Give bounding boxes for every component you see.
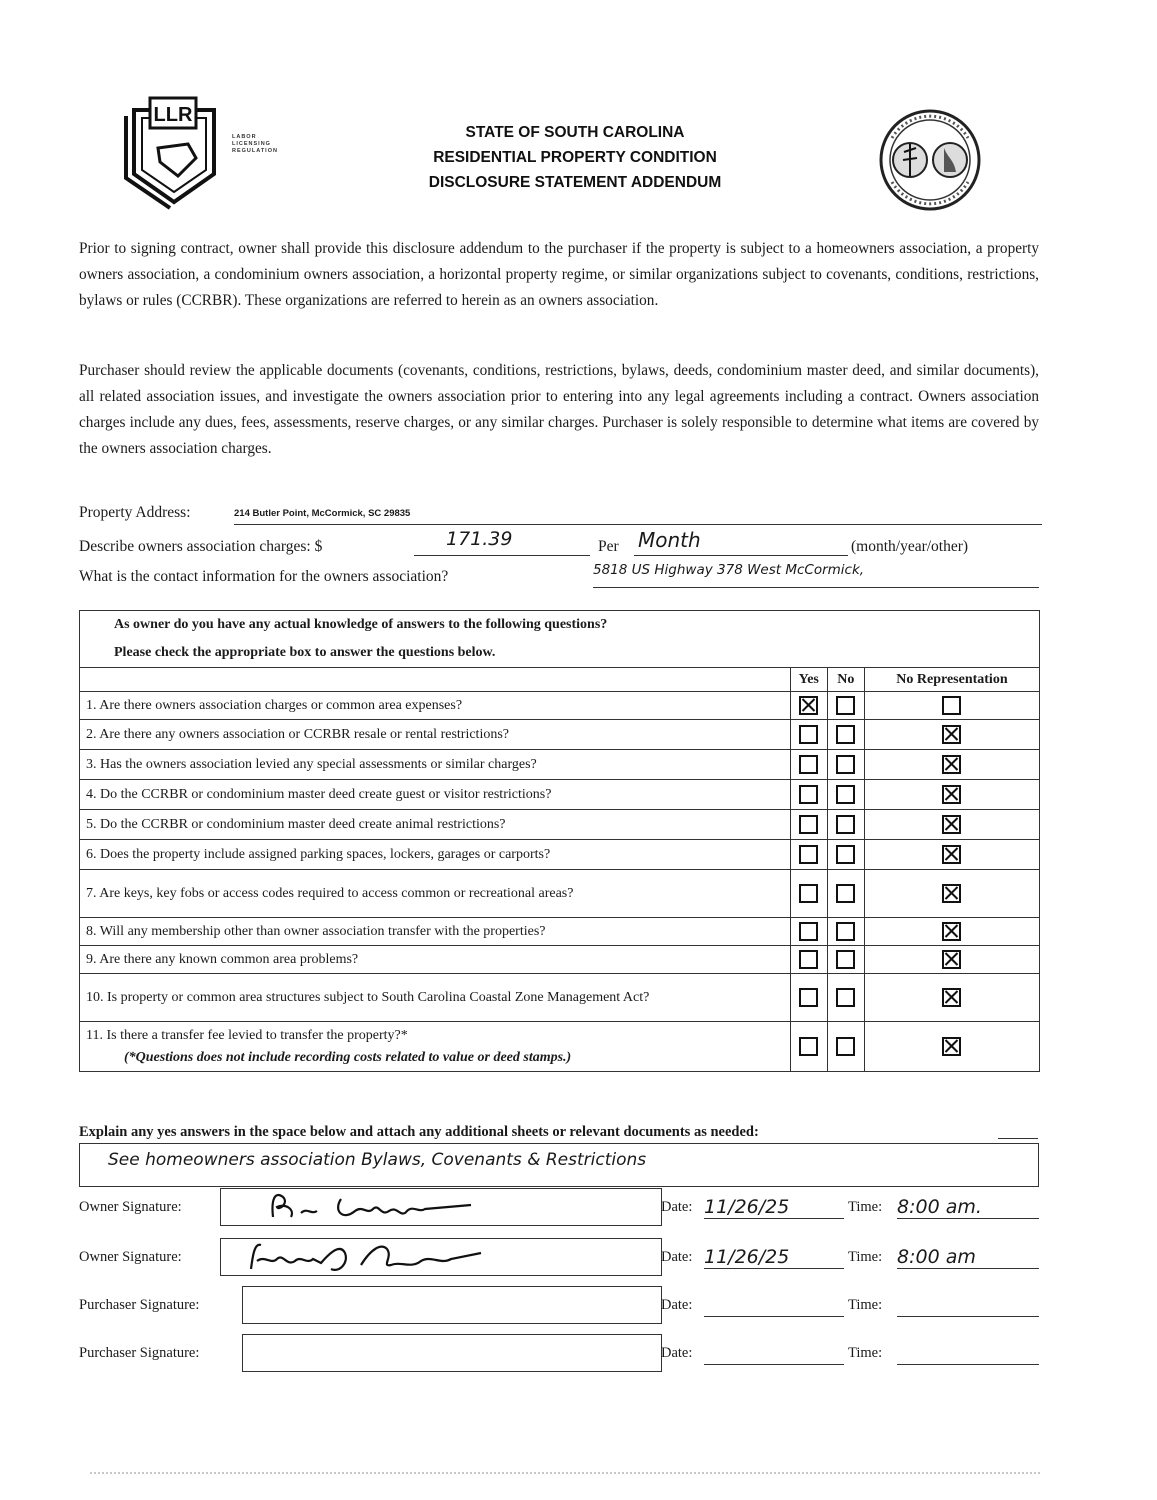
question-row <box>80 692 1040 720</box>
answer-cell-norep <box>864 692 1039 720</box>
owner-signature-label-1: Owner Signature: <box>79 1199 182 1215</box>
answer-cell-no <box>827 780 864 810</box>
answer-cell-no <box>827 840 864 870</box>
contact-field[interactable]: 5818 US Highway 378 West McCormick, <box>593 562 1039 588</box>
explain-label-line <box>998 1138 1038 1139</box>
charges-label: Describe owners association charges: $ <box>79 538 323 555</box>
checkbox-norep[interactable] <box>942 785 961 804</box>
checkbox-norep[interactable] <box>942 1037 961 1056</box>
question-row <box>80 1022 1040 1072</box>
purchaser-signature-label-2: Purchaser Signature: <box>79 1345 200 1361</box>
answer-cell-yes <box>790 870 827 918</box>
question-text: 3. Has the owners association levied any special assessments or similar charges? <box>86 756 537 772</box>
question-row <box>80 870 1040 918</box>
checkbox-norep[interactable] <box>942 922 961 941</box>
answer-cell-norep <box>864 870 1039 918</box>
question-footnote: (*Questions does not include recording costs related to value or deed stamps.) <box>124 1049 572 1065</box>
answer-cell-yes <box>790 720 827 750</box>
title-line-2: RESIDENTIAL PROPERTY CONDITION <box>433 149 717 166</box>
col-no-header: No <box>827 668 864 692</box>
checkbox-no[interactable] <box>836 845 855 864</box>
purchaser-date-field-2[interactable] <box>704 1342 844 1365</box>
answer-cell-yes <box>790 840 827 870</box>
question-text: 5. Do the CCRBR or condominium master deed create animal restrictions? <box>86 816 506 832</box>
question-text-cell <box>80 918 791 946</box>
question-text: 7. Are keys, key fobs or access codes required to access common or recreational areas? <box>86 885 574 901</box>
owner-date-field-1[interactable]: 11/26/25 <box>704 1196 844 1219</box>
answer-cell-norep <box>864 974 1039 1022</box>
answer-cell-no <box>827 720 864 750</box>
col-no-representation-header: No Representation <box>864 668 1039 692</box>
checkbox-no[interactable] <box>836 1037 855 1056</box>
checkbox-norep[interactable] <box>942 845 961 864</box>
question-text: 2. Are there any owners association or CCRBR resale or rental restrictions? <box>86 726 509 742</box>
purchaser-time-field-2[interactable] <box>897 1342 1039 1365</box>
answer-cell-norep <box>864 946 1039 974</box>
purchaser-signature-field-2[interactable] <box>242 1334 662 1372</box>
question-text-cell <box>80 1022 791 1072</box>
footer-divider <box>90 1472 1040 1474</box>
intro-paragraph-2: Purchaser should review the applicable documents (covenants, conditions, restrictions, bylaws, deeds, condominium master deed, and similar documents), all related association issues, and investigate the owners association prior to entering into any legal agreements including a contract. Owners association charges include any dues, fees, assessments, reserve charges, or any similar charges. Purchaser is solely responsible to determine what items are covered by the owners association charges. <box>79 362 1039 457</box>
question-row <box>80 750 1040 780</box>
answer-cell-norep <box>864 918 1039 946</box>
time-label-1: Time: <box>848 1199 883 1215</box>
col-yes-header: Yes <box>790 668 827 692</box>
question-text-cell <box>80 692 791 720</box>
intro-paragraph-1: Prior to signing contract, owner shall provide this disclosure addendum to the purchaser if the property is subject to a homeowners association, a property owners association, a condominium owners association, a horizontal property regime, or similar organizations subject to covenants, conditions, restrictions, bylaws or rules (CCRBR). These organizations are referred to herein as an owners association. <box>79 240 1039 309</box>
checkbox-yes[interactable] <box>799 922 818 941</box>
checkbox-norep[interactable] <box>942 755 961 774</box>
question-text-cell <box>80 946 791 974</box>
address-field[interactable]: 214 Butler Point, McCormick, SC 29835 <box>234 504 1042 525</box>
explain-field-text: See homeowners association Bylaws, Covenants & Restrictions <box>108 1150 647 1170</box>
time-label-2: Time: <box>848 1249 883 1265</box>
contact-label: What is the contact information for the owners association? <box>79 568 449 585</box>
checkbox-norep[interactable] <box>942 884 961 903</box>
question-text: 4. Do the CCRBR or condominium master deed create guest or visitor restrictions? <box>86 786 552 802</box>
question-text-cell <box>80 974 791 1022</box>
question-text: 10. Is property or common area structures subject to South Carolina Coastal Zone Management Act? <box>86 989 650 1005</box>
per-hint: (month/year/other) <box>851 538 969 555</box>
question-row <box>80 946 1040 974</box>
property-address-row <box>79 504 191 522</box>
question-text: 8. Will any membership other than owner association transfer with the properties? <box>86 923 546 939</box>
answer-cell-norep <box>864 840 1039 870</box>
answer-cell-yes <box>790 946 827 974</box>
title-line-3: DISCLOSURE STATEMENT ADDENDUM <box>428 174 722 191</box>
answer-cell-yes <box>790 1022 827 1072</box>
answer-cell-yes <box>790 692 827 720</box>
table-intro-line-2: Please check the appropriate box to answer the questions below. <box>114 645 496 660</box>
answer-cell-norep <box>864 810 1039 840</box>
answer-cell-yes <box>790 750 827 780</box>
answer-cell-no <box>827 750 864 780</box>
answer-cell-norep <box>864 750 1039 780</box>
question-row <box>80 780 1040 810</box>
owner-signature-field-2[interactable] <box>220 1238 662 1276</box>
question-text-cell <box>80 750 791 780</box>
checkbox-no[interactable] <box>836 696 855 715</box>
date-label-2: Date: <box>661 1249 693 1265</box>
checkbox-yes[interactable] <box>799 1037 818 1056</box>
owner-signature-label-2: Owner Signature: <box>79 1249 182 1265</box>
state-seal-icon <box>878 108 982 212</box>
address-label: Property Address: <box>79 504 191 521</box>
checkbox-yes[interactable] <box>799 988 818 1007</box>
checkbox-yes[interactable] <box>799 845 818 864</box>
answer-cell-no <box>827 870 864 918</box>
date-label-3: Date: <box>661 1297 693 1313</box>
llr-logo <box>118 92 228 214</box>
purchaser-signature-field-1[interactable] <box>242 1286 662 1324</box>
answer-cell-norep <box>864 720 1039 750</box>
question-text: 11. Is there a transfer fee levied to transfer the property?* <box>86 1027 408 1043</box>
checkbox-yes[interactable] <box>799 950 818 969</box>
question-row <box>80 840 1040 870</box>
answer-cell-yes <box>790 780 827 810</box>
checkbox-no[interactable] <box>836 884 855 903</box>
answer-cell-no <box>827 946 864 974</box>
question-row <box>80 918 1040 946</box>
question-text-cell <box>80 870 791 918</box>
checkbox-no[interactable] <box>836 755 855 774</box>
question-text-cell <box>80 780 791 810</box>
time-label-4: Time: <box>848 1345 883 1361</box>
checkbox-no[interactable] <box>836 815 855 834</box>
question-text-cell <box>80 810 791 840</box>
owner-date-field-2[interactable]: 11/26/25 <box>704 1246 844 1269</box>
checkbox-no[interactable] <box>836 785 855 804</box>
answer-cell-no <box>827 918 864 946</box>
checkbox-no[interactable] <box>836 922 855 941</box>
checkbox-no[interactable] <box>836 950 855 969</box>
table-header-row <box>80 668 1040 692</box>
checkbox-norep[interactable] <box>942 725 961 744</box>
per-label: Per <box>598 538 619 555</box>
title-line-1: STATE OF SOUTH CAROLINA <box>465 124 685 141</box>
checkbox-norep[interactable] <box>942 696 961 715</box>
document-title <box>330 120 820 195</box>
answer-cell-yes <box>790 918 827 946</box>
answer-cell-no <box>827 974 864 1022</box>
answer-cell-norep <box>864 1022 1039 1072</box>
checkbox-yes[interactable] <box>799 755 818 774</box>
question-row <box>80 720 1040 750</box>
table-intro-row <box>80 611 1040 668</box>
table-intro-line-1: As owner do you have any actual knowledge of answers to the following questions? <box>114 617 608 632</box>
charges-field[interactable]: 171.39 <box>414 528 590 556</box>
owner-signature-field-1[interactable] <box>220 1188 662 1226</box>
question-text-cell <box>80 720 791 750</box>
checkbox-norep[interactable] <box>942 815 961 834</box>
answer-cell-no <box>827 810 864 840</box>
checkbox-yes[interactable] <box>799 884 818 903</box>
time-label-3: Time: <box>848 1297 883 1313</box>
purchaser-signature-label-1: Purchaser Signature: <box>79 1297 200 1313</box>
checkbox-yes[interactable] <box>799 815 818 834</box>
checkbox-norep[interactable] <box>942 988 961 1007</box>
question-text: 1. Are there owners association charges or common area expenses? <box>86 697 463 713</box>
answer-cell-norep <box>864 780 1039 810</box>
checkbox-no[interactable] <box>836 725 855 744</box>
question-text: 9. Are there any known common area problems? <box>86 951 359 967</box>
llr-logo-subtext: LABOR LICENSING REGULATION <box>232 134 278 154</box>
purchaser-date-field-1[interactable] <box>704 1294 844 1317</box>
question-row <box>80 974 1040 1022</box>
answer-cell-no <box>827 692 864 720</box>
explain-label: Explain any yes answers in the space below and attach any additional sheets or relevant documents as needed: <box>79 1124 759 1140</box>
checkbox-yes[interactable] <box>799 696 818 715</box>
question-text: 6. Does the property include assigned parking spaces, lockers, garages or carports? <box>86 846 551 862</box>
checkbox-no[interactable] <box>836 988 855 1007</box>
answer-cell-yes <box>790 810 827 840</box>
questions-table <box>79 610 1040 1072</box>
owner-time-field-1[interactable]: 8:00 am. <box>897 1196 1039 1219</box>
answer-cell-yes <box>790 974 827 1022</box>
owner-signature-1 <box>221 1189 661 1225</box>
checkbox-yes[interactable] <box>799 785 818 804</box>
question-row <box>80 810 1040 840</box>
owner-signature-2 <box>221 1239 661 1275</box>
per-field[interactable]: Month <box>634 528 848 556</box>
question-text-cell <box>80 840 791 870</box>
answer-cell-no <box>827 1022 864 1072</box>
owner-time-field-2[interactable]: 8:00 am <box>897 1246 1039 1269</box>
purchaser-time-field-1[interactable] <box>897 1294 1039 1317</box>
date-label-1: Date: <box>661 1199 693 1215</box>
date-label-4: Date: <box>661 1345 693 1361</box>
checkbox-norep[interactable] <box>942 950 961 969</box>
checkbox-yes[interactable] <box>799 725 818 744</box>
svg-text:LLR: LLR <box>153 104 193 126</box>
